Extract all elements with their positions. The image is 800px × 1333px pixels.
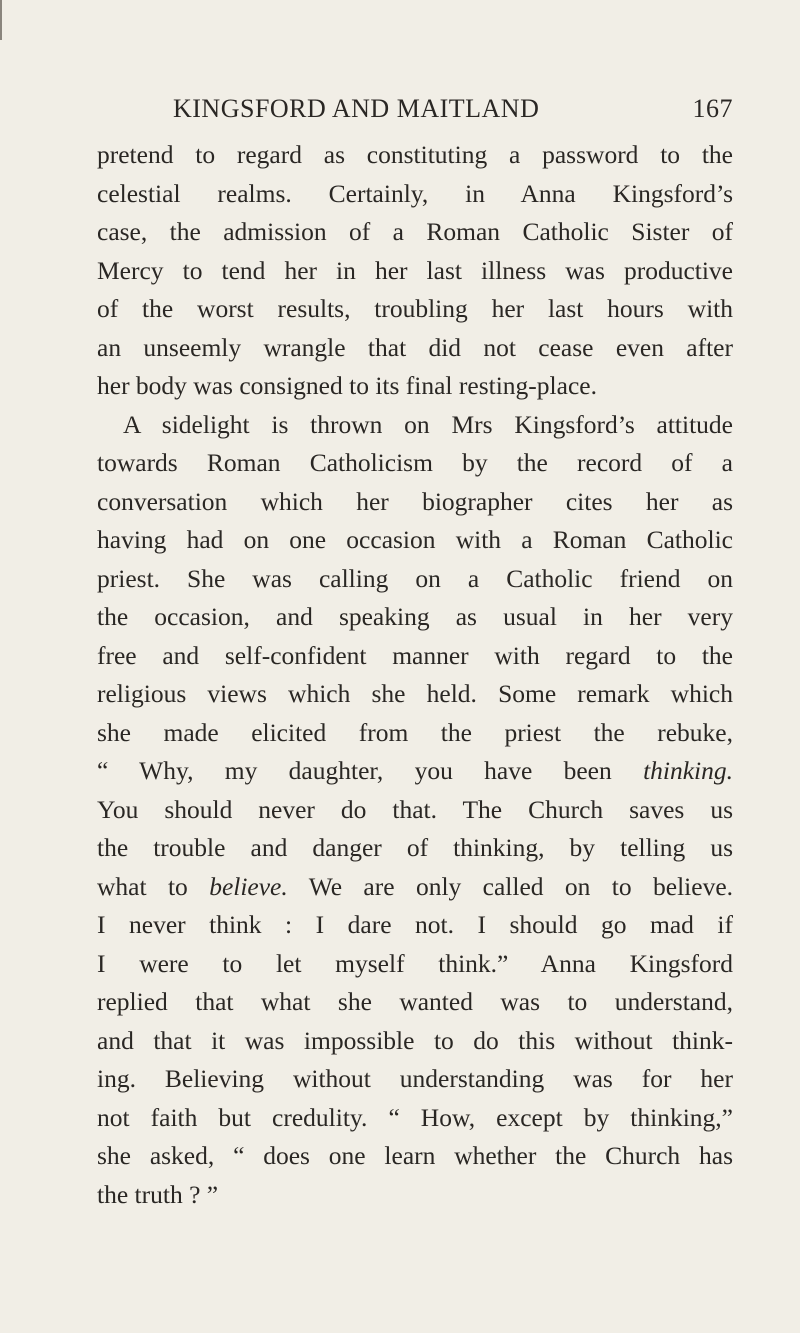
text-line: the truth ? ” (97, 1179, 219, 1209)
running-head (173, 89, 733, 129)
page-edge-shadow (0, 0, 2, 40)
text-segment: “ Why, my daughter, you have been (97, 756, 612, 785)
text-line: her body was consigned to its final resting-place. (97, 371, 597, 400)
text-line: pretend to regard as constituting a password to the (97, 140, 733, 169)
text-line: case, the admission of a Roman Catholic Sister of (97, 217, 733, 246)
text-segment: what to (97, 871, 188, 901)
text-line: religious views which she held. Some remark which (97, 679, 733, 708)
text-line: the trouble and danger of thinking, by telling us (97, 833, 733, 862)
running-head-title: KINGSFORD AND MAITLAND (173, 94, 540, 123)
text-line: and that it was impossible to do this without think- (97, 1025, 733, 1055)
text-line: Mercy to tend her in her last illness was productive (97, 255, 733, 285)
text-line: replied that what she wanted was to understand, (97, 987, 733, 1016)
text-line (97, 752, 733, 791)
body-text (97, 136, 733, 1214)
text-line: having had on one occasion with a Roman Catholic (97, 525, 733, 554)
text-line: conversation which her biographer cites her as (97, 486, 733, 516)
text-line: A sidelight is thrown on Mrs Kingsford’s attitude (123, 409, 733, 439)
italic-word: believe. (209, 871, 288, 901)
text-line: priest. She was calling on a Catholic friend on (97, 563, 733, 593)
italic-word: thinking. (643, 756, 734, 785)
text-line: of the worst results, troubling her last hours with (97, 294, 733, 323)
text-line: celestial realms. Certainly, in Anna Kingsford’s (97, 178, 733, 208)
text-line: free and self-confident manner with regard to the (97, 640, 733, 670)
text-line: she asked, “ does one learn whether the Church has (97, 1141, 733, 1170)
text-line: I were to let myself think.” Anna Kingsford (97, 948, 733, 978)
text-line (97, 868, 733, 907)
text-line: ing. Believing without understanding was for her (97, 1064, 733, 1093)
text-line: I never think : I dare not. I should go mad if (97, 910, 733, 939)
text-line: an unseemly wrangle that did not cease even after (97, 332, 733, 362)
text-line: not faith but credulity. “ How, except by thinking,” (97, 1102, 733, 1132)
text-line: towards Roman Catholicism by the record of a (97, 448, 733, 477)
text-line: the occasion, and speaking as usual in her very (97, 602, 733, 631)
page-number: 167 (692, 94, 733, 123)
text-line: You should never do that. The Church saves us (97, 794, 733, 824)
text-line: she made elicited from the priest the rebuke, (97, 717, 733, 747)
text-segment: We are only called on to believe. (308, 871, 734, 901)
